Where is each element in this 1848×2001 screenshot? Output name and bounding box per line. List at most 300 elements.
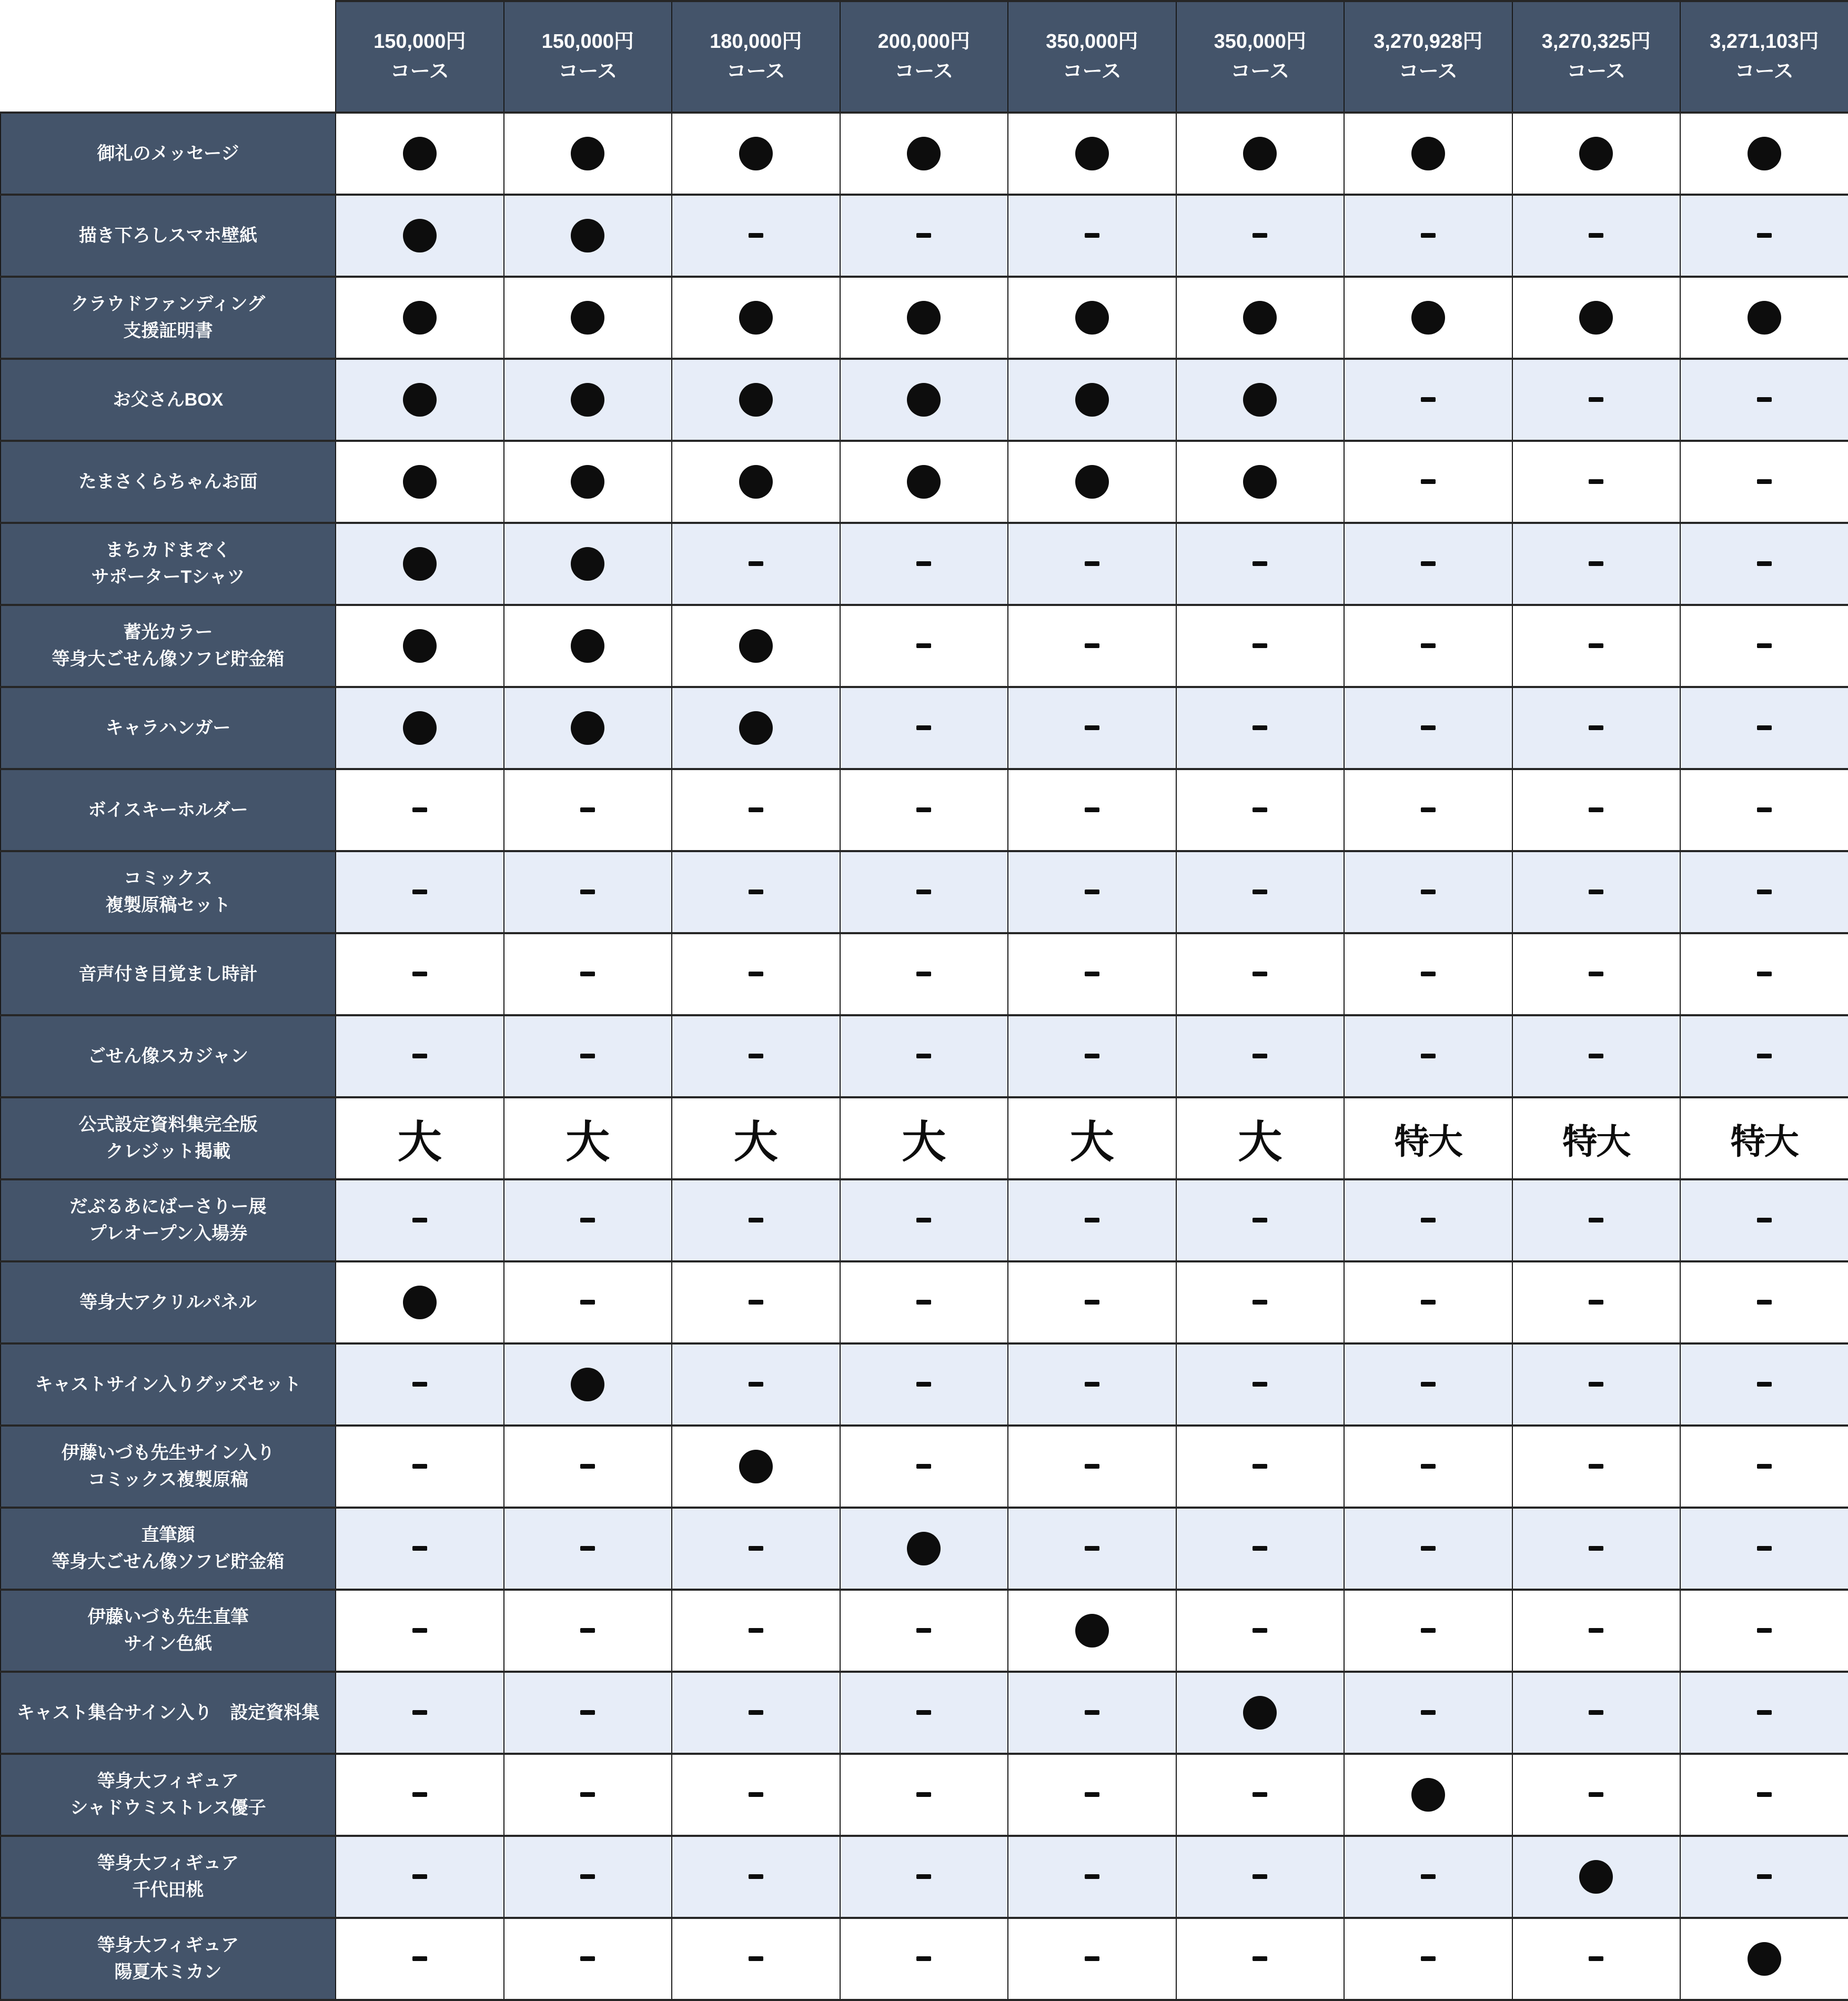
included-cell [1344, 1754, 1512, 1836]
course-suffix: コース [1398, 60, 1458, 83]
reward-label-line: サポーターTシャツ [91, 567, 245, 587]
not-included-dash-icon [1589, 807, 1603, 812]
table-row [1, 1015, 1848, 1097]
reward-row-label [1, 933, 336, 1015]
not-included-dash-icon [412, 890, 427, 894]
included-dot-icon [1579, 1860, 1613, 1894]
credit-size-text: 大 [902, 1117, 946, 1167]
not-included-dash-icon [1253, 972, 1267, 976]
not-included-cell [336, 1754, 504, 1836]
table-row [1, 1343, 1848, 1426]
not-included-cell [1176, 1261, 1345, 1343]
not-included-dash-icon [1757, 972, 1772, 976]
not-included-cell [1008, 1836, 1176, 1918]
included-cell [504, 523, 672, 605]
not-included-cell [1344, 1179, 1512, 1261]
not-included-cell [840, 1179, 1008, 1261]
not-included-cell [672, 1836, 840, 1918]
not-included-dash-icon [1085, 1874, 1099, 1879]
not-included-dash-icon [1085, 807, 1099, 812]
not-included-dash-icon [916, 1792, 931, 1797]
reward-row-label [1, 605, 336, 687]
not-included-cell [504, 1672, 672, 1754]
not-included-cell [504, 1179, 672, 1261]
course-suffix: コース [726, 60, 785, 83]
course-column-header [336, 1, 504, 113]
not-included-dash-icon [580, 1300, 595, 1305]
not-included-cell [504, 1015, 672, 1097]
not-included-dash-icon [412, 1218, 427, 1222]
not-included-cell [1344, 1261, 1512, 1343]
not-included-cell [1680, 933, 1848, 1015]
not-included-dash-icon [1589, 1054, 1603, 1058]
not-included-dash-icon [1589, 479, 1603, 484]
not-included-cell [504, 1261, 672, 1343]
size-credit-cell [504, 1097, 672, 1179]
not-included-cell [504, 1508, 672, 1590]
reward-label-line: 等身大フィギュア [97, 1771, 239, 1791]
not-included-cell [1680, 523, 1848, 605]
not-included-cell [504, 1426, 672, 1508]
not-included-cell [1344, 1836, 1512, 1918]
not-included-dash-icon [1757, 1464, 1772, 1469]
size-credit-cell [1176, 1097, 1345, 1179]
not-included-cell [840, 1426, 1008, 1508]
reward-row-label [1, 1508, 336, 1590]
not-included-cell [840, 687, 1008, 769]
not-included-cell [1512, 933, 1681, 1015]
not-included-cell [1512, 1918, 1681, 2000]
included-cell [1008, 441, 1176, 523]
not-included-dash-icon [1085, 1792, 1099, 1797]
not-included-cell [840, 1754, 1008, 1836]
not-included-dash-icon [1757, 479, 1772, 484]
size-credit-cell [672, 1097, 840, 1179]
not-included-dash-icon [580, 1464, 595, 1469]
credit-size-text: 大 [1238, 1117, 1283, 1167]
reward-row-label [1, 1179, 336, 1261]
reward-row-label [1, 277, 336, 359]
not-included-cell [1344, 359, 1512, 441]
included-dot-icon [571, 711, 604, 745]
table-row [1, 605, 1848, 687]
table-row [1, 933, 1848, 1015]
not-included-dash-icon [1421, 561, 1436, 566]
not-included-cell [1344, 195, 1512, 277]
not-included-dash-icon [916, 1054, 931, 1058]
not-included-dash-icon [580, 972, 595, 976]
not-included-dash-icon [916, 561, 931, 566]
not-included-cell [1176, 1179, 1345, 1261]
size-credit-cell [336, 1097, 504, 1179]
included-cell [1008, 1590, 1176, 1672]
reward-label-line: お父さんBOX [113, 389, 224, 410]
not-included-dash-icon [916, 233, 931, 238]
not-included-cell [1512, 769, 1681, 851]
not-included-dash-icon [412, 1628, 427, 1633]
reward-label-line: 等身大フィギュア [97, 1853, 239, 1873]
included-cell [1176, 359, 1345, 441]
not-included-cell [840, 1261, 1008, 1343]
not-included-cell [1008, 769, 1176, 851]
reward-row-label [1, 1918, 336, 2000]
not-included-dash-icon [1253, 1628, 1267, 1633]
included-cell [1680, 1918, 1848, 2000]
not-included-dash-icon [1085, 233, 1099, 238]
not-included-cell [504, 1590, 672, 1672]
reward-label-line: 支援証明書 [123, 321, 213, 341]
not-included-cell [336, 1508, 504, 1590]
reward-label-line: キャストサイン入りグッズセット [35, 1374, 301, 1394]
not-included-cell [840, 1015, 1008, 1097]
not-included-dash-icon [1421, 890, 1436, 894]
not-included-dash-icon [1589, 1382, 1603, 1387]
size-credit-cell [1512, 1097, 1681, 1179]
not-included-dash-icon [1757, 1792, 1772, 1797]
reward-row-label [1, 769, 336, 851]
not-included-cell [1680, 1015, 1848, 1097]
included-dot-icon [739, 137, 773, 170]
not-included-dash-icon [1421, 1628, 1436, 1633]
course-column-header [504, 1, 672, 113]
course-column-header [672, 1, 840, 113]
not-included-cell [672, 851, 840, 933]
not-included-dash-icon [1757, 397, 1772, 402]
not-included-dash-icon [916, 643, 931, 648]
not-included-dash-icon [1757, 643, 1772, 648]
not-included-cell [1176, 1508, 1345, 1590]
not-included-dash-icon [749, 561, 763, 566]
not-included-cell [1176, 1343, 1345, 1426]
included-cell [672, 359, 840, 441]
not-included-cell [672, 523, 840, 605]
not-included-dash-icon [916, 1464, 931, 1469]
not-included-cell [336, 1179, 504, 1261]
not-included-cell [1344, 1343, 1512, 1426]
included-cell [840, 1508, 1008, 1590]
not-included-cell [1512, 1508, 1681, 1590]
included-dot-icon [403, 1286, 437, 1319]
not-included-dash-icon [1085, 1300, 1099, 1305]
not-included-dash-icon [412, 807, 427, 812]
included-dot-icon [1075, 301, 1109, 335]
reward-label-line: サイン色紙 [124, 1634, 213, 1654]
not-included-dash-icon [1421, 1710, 1436, 1715]
not-included-cell [336, 1426, 504, 1508]
not-included-cell [672, 769, 840, 851]
reward-row-label [1, 1015, 336, 1097]
not-included-dash-icon [1253, 561, 1267, 566]
reward-row-label [1, 1754, 336, 1836]
not-included-dash-icon [1757, 807, 1772, 812]
reward-label-line: 複製原稿セット [105, 895, 231, 915]
reward-label-line: 伊藤いづも先生直筆 [87, 1607, 249, 1627]
not-included-dash-icon [1253, 1464, 1267, 1469]
not-included-dash-icon [1589, 1546, 1603, 1551]
included-dot-icon [403, 629, 437, 663]
not-included-dash-icon [1589, 233, 1603, 238]
not-included-dash-icon [412, 1546, 427, 1551]
reward-row-label [1, 1097, 336, 1179]
table-row [1, 113, 1848, 195]
included-cell [1176, 113, 1345, 195]
not-included-dash-icon [1757, 725, 1772, 730]
not-included-cell [1008, 1261, 1176, 1343]
included-dot-icon [739, 1450, 773, 1483]
not-included-dash-icon [1421, 807, 1436, 812]
table-row [1, 1097, 1848, 1179]
not-included-dash-icon [1253, 1218, 1267, 1222]
table-row [1, 359, 1848, 441]
not-included-dash-icon [1589, 1464, 1603, 1469]
table-row [1, 1179, 1848, 1261]
not-included-dash-icon [1253, 1874, 1267, 1879]
not-included-dash-icon [1421, 233, 1436, 238]
not-included-dash-icon [749, 890, 763, 894]
table-row [1, 1836, 1848, 1918]
not-included-cell [672, 1672, 840, 1754]
not-included-dash-icon [1253, 1956, 1267, 1961]
not-included-dash-icon [749, 1874, 763, 1879]
not-included-dash-icon [916, 1628, 931, 1633]
not-included-dash-icon [1589, 1792, 1603, 1797]
not-included-cell [1680, 687, 1848, 769]
credit-size-text: 大 [397, 1117, 442, 1167]
included-dot-icon [1243, 465, 1277, 499]
not-included-cell [672, 195, 840, 277]
included-cell [336, 441, 504, 523]
reward-row-label [1, 113, 336, 195]
included-cell [336, 277, 504, 359]
not-included-cell [1176, 851, 1345, 933]
included-dot-icon [1579, 301, 1613, 335]
included-cell [672, 687, 840, 769]
not-included-cell [1512, 851, 1681, 933]
not-included-dash-icon [412, 1792, 427, 1797]
included-dot-icon [403, 465, 437, 499]
not-included-cell [1176, 195, 1345, 277]
included-dot-icon [1411, 137, 1445, 170]
reward-label-line: 等身大アクリルパネル [79, 1292, 257, 1312]
included-cell [1512, 1836, 1681, 1918]
not-included-dash-icon [580, 1546, 595, 1551]
course-price: 150,000円 [373, 31, 466, 53]
size-credit-cell [1680, 1097, 1848, 1179]
included-cell [672, 441, 840, 523]
reward-label-line: 等身大フィギュア [97, 1935, 239, 1955]
not-included-dash-icon [580, 1792, 595, 1797]
not-included-dash-icon [1589, 1300, 1603, 1305]
not-included-dash-icon [916, 807, 931, 812]
reward-row-label [1, 1672, 336, 1754]
included-dot-icon [1075, 137, 1109, 170]
course-column-header [1008, 1, 1176, 113]
included-dot-icon [1748, 137, 1781, 170]
not-included-cell [672, 1015, 840, 1097]
not-included-cell [1512, 1672, 1681, 1754]
not-included-dash-icon [1757, 1874, 1772, 1879]
course-price: 3,270,325円 [1541, 31, 1651, 53]
not-included-dash-icon [749, 1792, 763, 1797]
reward-row-label [1, 195, 336, 277]
not-included-cell [672, 1508, 840, 1590]
not-included-dash-icon [1085, 1956, 1099, 1961]
table-row [1, 277, 1848, 359]
not-included-dash-icon [1253, 233, 1267, 238]
course-suffix: コース [558, 60, 618, 83]
not-included-dash-icon [749, 1710, 763, 1715]
credit-size-text: 特大 [1730, 1121, 1798, 1161]
reward-label-line: 公式設定資料集完全版 [78, 1115, 258, 1135]
not-included-cell [1008, 1918, 1176, 2000]
included-cell [840, 359, 1008, 441]
not-included-dash-icon [1421, 1300, 1436, 1305]
reward-label-line: ごせん像スカジャン [87, 1046, 249, 1066]
reward-row-label [1, 523, 336, 605]
table-row [1, 1508, 1848, 1590]
reward-label-line: 直筆顔 [141, 1525, 195, 1545]
not-included-dash-icon [1589, 561, 1603, 566]
included-cell [1512, 277, 1681, 359]
not-included-dash-icon [1757, 233, 1772, 238]
not-included-cell [1008, 1426, 1176, 1508]
course-column-header [1512, 1, 1681, 113]
included-dot-icon [1748, 301, 1781, 335]
not-included-cell [1680, 441, 1848, 523]
not-included-dash-icon [916, 1874, 931, 1879]
reward-label-line: クラウドファンディング [71, 294, 265, 314]
not-included-dash-icon [916, 1382, 931, 1387]
reward-label-line: 蓄光カラー [123, 622, 213, 642]
not-included-cell [840, 605, 1008, 687]
not-included-cell [1512, 1179, 1681, 1261]
included-cell [1680, 113, 1848, 195]
included-dot-icon [571, 547, 604, 581]
not-included-dash-icon [1589, 890, 1603, 894]
not-included-cell [1680, 1343, 1848, 1426]
course-suffix: コース [1734, 60, 1794, 83]
reward-label-line: 等身大ごせん像ソフビ貯金箱 [52, 649, 285, 669]
included-cell [336, 113, 504, 195]
not-included-dash-icon [412, 1956, 427, 1961]
included-dot-icon [1243, 1696, 1277, 1730]
not-included-cell [1680, 1508, 1848, 1590]
not-included-cell [1512, 1590, 1681, 1672]
not-included-cell [336, 1918, 504, 2000]
not-included-dash-icon [580, 1874, 595, 1879]
included-dot-icon [739, 629, 773, 663]
credit-size-text: 大 [733, 1117, 778, 1167]
not-included-cell [504, 1836, 672, 1918]
table-row [1, 1672, 1848, 1754]
not-included-cell [1680, 359, 1848, 441]
not-included-dash-icon [1253, 1546, 1267, 1551]
course-suffix: コース [390, 60, 449, 83]
not-included-cell [672, 933, 840, 1015]
included-cell [840, 441, 1008, 523]
not-included-dash-icon [749, 1628, 763, 1633]
reward-label-line: キャラハンガー [105, 717, 231, 738]
not-included-cell [1512, 687, 1681, 769]
not-included-dash-icon [749, 1382, 763, 1387]
included-cell [504, 113, 672, 195]
not-included-dash-icon [749, 1054, 763, 1058]
included-dot-icon [739, 301, 773, 335]
credit-size-text: 特大 [1562, 1121, 1630, 1161]
not-included-cell [1344, 1508, 1512, 1590]
not-included-cell [336, 1343, 504, 1426]
reward-label-line: 描き下ろしスマホ壁紙 [78, 225, 258, 246]
not-included-cell [1512, 605, 1681, 687]
not-included-dash-icon [1421, 1218, 1436, 1222]
not-included-cell [1680, 1426, 1848, 1508]
included-cell [1176, 1672, 1345, 1754]
not-included-dash-icon [1421, 643, 1436, 648]
course-suffix: コース [1230, 60, 1290, 83]
not-included-cell [336, 769, 504, 851]
not-included-cell [1008, 523, 1176, 605]
table-row [1, 1754, 1848, 1836]
not-included-dash-icon [1421, 972, 1436, 976]
not-included-dash-icon [412, 1382, 427, 1387]
included-dot-icon [571, 219, 604, 252]
included-cell [1008, 113, 1176, 195]
credit-size-text: 特大 [1394, 1121, 1462, 1161]
credit-size-text: 大 [1069, 1117, 1114, 1167]
course-price: 150,000円 [541, 31, 634, 53]
not-included-cell [840, 933, 1008, 1015]
not-included-dash-icon [1421, 725, 1436, 730]
included-cell [672, 1426, 840, 1508]
included-dot-icon [739, 711, 773, 745]
not-included-cell [1008, 933, 1176, 1015]
reward-label-line: 等身大ごせん像ソフビ貯金箱 [52, 1552, 285, 1572]
not-included-cell [840, 1590, 1008, 1672]
reward-label-line: プレオープン入場券 [88, 1224, 248, 1244]
not-included-dash-icon [1757, 1054, 1772, 1058]
not-included-dash-icon [412, 1464, 427, 1469]
not-included-dash-icon [1253, 1382, 1267, 1387]
not-included-cell [1008, 1179, 1176, 1261]
course-price: 180,000円 [710, 31, 802, 53]
not-included-cell [1008, 605, 1176, 687]
not-included-dash-icon [1589, 1710, 1603, 1715]
included-cell [336, 359, 504, 441]
not-included-dash-icon [580, 890, 595, 894]
not-included-cell [840, 1343, 1008, 1426]
table-row [1, 687, 1848, 769]
included-cell [1512, 113, 1681, 195]
header-row [1, 1, 1848, 113]
reward-row-label [1, 441, 336, 523]
not-included-cell [1176, 1836, 1345, 1918]
credit-size-text: 大 [565, 1117, 610, 1167]
reward-label-line: 千代田桃 [132, 1880, 204, 1900]
reward-label-line: 伊藤いづも先生サイン入り [61, 1443, 275, 1463]
not-included-cell [1008, 851, 1176, 933]
included-cell [336, 1261, 504, 1343]
not-included-cell [504, 1918, 672, 2000]
not-included-dash-icon [1253, 643, 1267, 648]
not-included-cell [1008, 1672, 1176, 1754]
reward-label-line: シャドウミストレス優子 [70, 1798, 266, 1818]
not-included-dash-icon [1757, 561, 1772, 566]
not-included-dash-icon [916, 890, 931, 894]
not-included-cell [1512, 523, 1681, 605]
included-dot-icon [1243, 383, 1277, 417]
included-cell [1344, 113, 1512, 195]
included-dot-icon [403, 301, 437, 335]
